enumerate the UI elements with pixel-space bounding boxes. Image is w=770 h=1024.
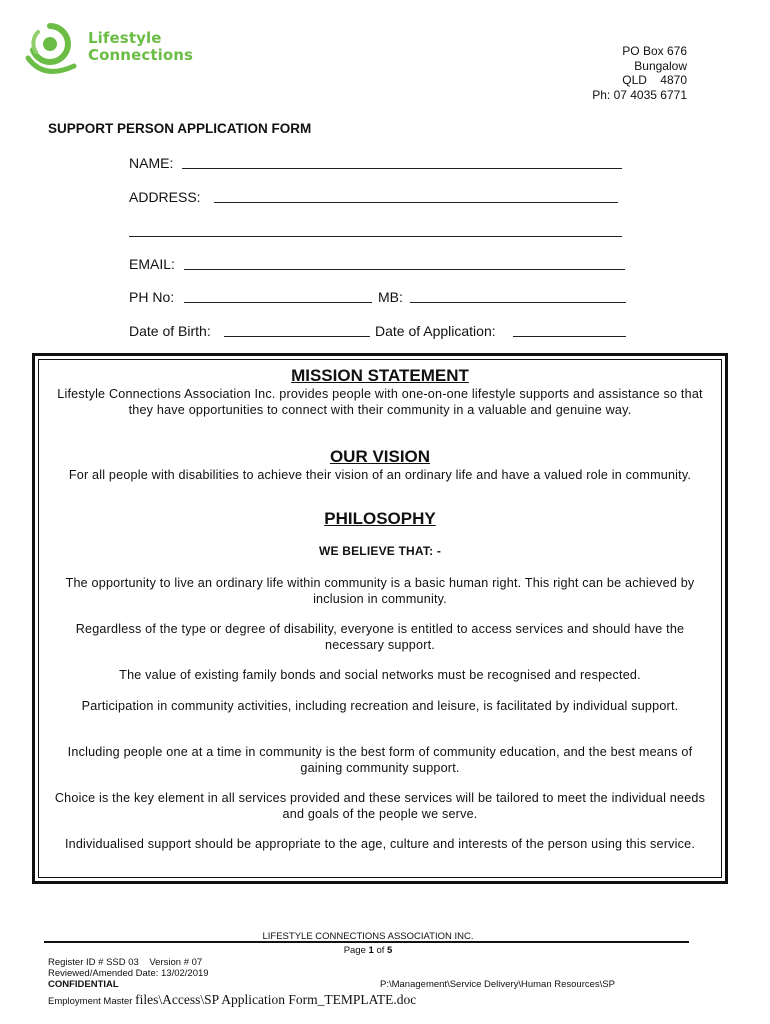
logo-wordmark <box>88 30 193 64</box>
address-phone: Ph: 07 4035 6771 <box>592 87 687 102</box>
ph-label: PH No: <box>129 289 175 305</box>
name-field[interactable] <box>182 168 622 169</box>
postal-address <box>592 44 687 102</box>
statement-box-inner <box>38 359 722 878</box>
confidential-label: CONFIDENTIAL <box>48 979 119 990</box>
address-field-line-2[interactable] <box>129 236 622 237</box>
belief-4: Participation in community activities, including recreation and leisure, is facilitated by individual support. <box>81 699 679 713</box>
vision-title: OUR VISION <box>329 447 431 466</box>
belief-5: Including people one at a time in community is the best form of community education, and the best means of gaining community support. <box>67 745 693 775</box>
email-label: EMAIL: <box>129 256 175 272</box>
page-prefix: Page <box>343 945 369 956</box>
email-field[interactable] <box>184 269 625 270</box>
master-prefix: Employment Master <box>48 996 136 1007</box>
logo <box>24 20 204 80</box>
footer-association: LIFESTYLE CONNECTIONS ASSOCIATION INC. <box>262 931 474 942</box>
file-path: P:\Management\Service Delivery\Human Resources\SP <box>380 979 615 990</box>
mission-text: Lifestyle Connections Association Inc. provides people with one-on-one lifestyle supports and assistance so that they have opportunities to connect with their community in a valuable and genuine way. <box>57 387 703 417</box>
doa-field[interactable] <box>513 336 626 337</box>
belief-1: The opportunity to live an ordinary life within community is a basic human right. This right can be achieved by inclusion in community. <box>65 576 695 606</box>
logo-swirl-icon <box>24 20 86 80</box>
address-line-1: PO Box 676 <box>622 44 687 58</box>
address-line-2: Bungalow <box>634 58 687 73</box>
philosophy-title: PHILOSOPHY <box>324 509 436 528</box>
page-current: 1 <box>368 945 374 956</box>
dob-field[interactable] <box>224 336 370 337</box>
address-label: ADDRESS: <box>129 189 201 205</box>
register-id: Register ID # SSD 03 Version # 07 <box>48 957 203 968</box>
mission-title: MISSION STATEMENT <box>291 366 469 385</box>
belief-7: Individualised support should be appropriate to the age, culture and interests of the person using this service. <box>64 837 696 851</box>
page-of: of <box>373 945 388 956</box>
belief-6: Choice is the key element in all services provided and these services will be tailored to meet the individual needs and goals of the people we serve. <box>54 791 706 821</box>
mb-field[interactable] <box>410 302 626 303</box>
belief-3: The value of existing family bonds and social networks must be recognised and respected. <box>119 668 641 682</box>
vision-text: For all people with disabilities to achieve their vision of an ordinary life and have a valued role in community. <box>68 468 692 482</box>
address-line-3: QLD 4870 <box>622 73 687 87</box>
page-number <box>0 945 736 956</box>
philosophy-subtitle: WE BELIEVE THAT: - <box>318 544 442 558</box>
page-total: 5 <box>387 945 393 956</box>
ph-field[interactable] <box>184 302 372 303</box>
address-field[interactable] <box>214 202 618 203</box>
statement-box <box>32 353 728 884</box>
file-master <box>48 992 416 1008</box>
logo-line-2: Connections <box>88 46 194 64</box>
form-title: SUPPORT PERSON APPLICATION FORM <box>48 121 312 136</box>
reviewed-date: Reviewed/Amended Date: 13/02/2019 <box>48 968 209 979</box>
mb-label: MB: <box>378 289 403 305</box>
footer-rule <box>44 941 689 943</box>
dob-label: Date of Birth: <box>129 323 211 339</box>
doa-label: Date of Application: <box>375 323 496 339</box>
belief-2: Regardless of the type or degree of disability, everyone is entitled to access services and should have the necessary support. <box>75 622 685 652</box>
name-label: NAME: <box>129 155 174 171</box>
master-file: files\Access\SP Application Form_TEMPLATE.doc <box>135 992 417 1007</box>
logo-line-1: Lifestyle <box>88 29 162 47</box>
